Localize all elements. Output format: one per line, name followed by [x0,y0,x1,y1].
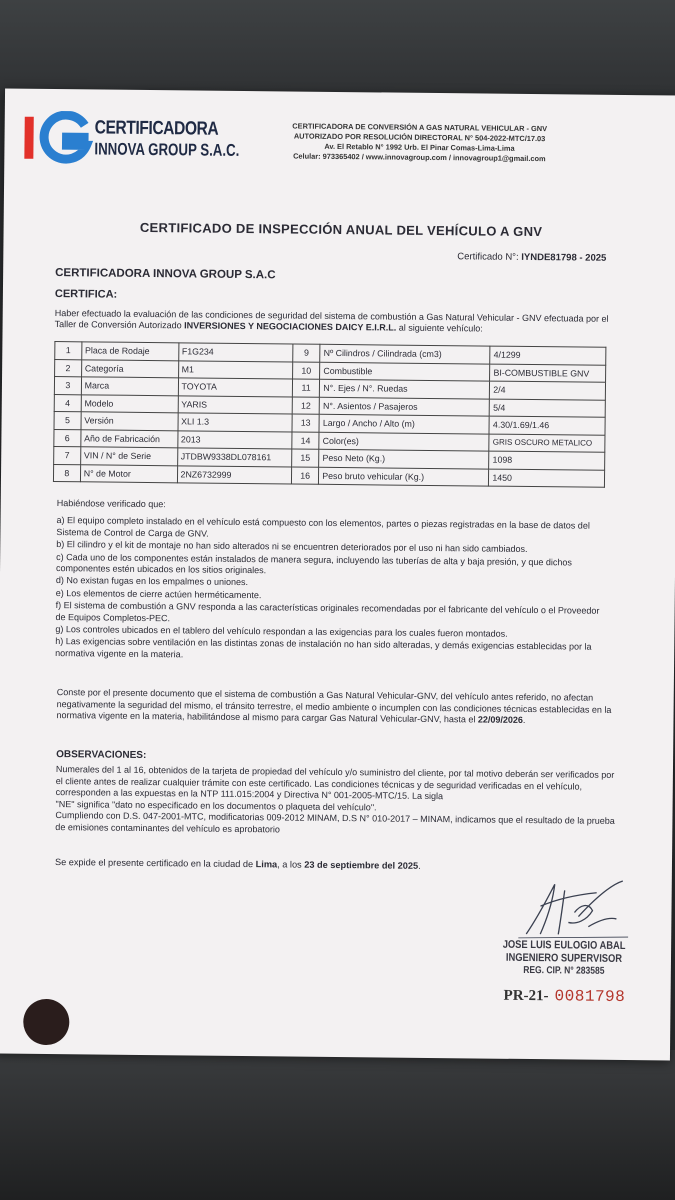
verification-item-e: e) Los elementos de cierre actúen herméticamente. [55,587,262,601]
ig-logo-icon [22,111,95,166]
issue-text: Se expide el presente certificado en la ciudad de [54,857,254,870]
row-number: 3 [54,377,81,395]
field-label: Peso bruto vehicular (Kg.) [319,467,489,486]
verification-item-g: g) Los controles ubicados en el tablero del vehículo respondan a las exigencias para los cuales fueron montados. [55,624,508,639]
intro-text: Haber efectuado la evaluación de las condiciones de seguridad del sistema de combustión a Gas Natural Vehicular - GNV efectuada por el Taller de Conversión Autorizado [54,308,609,331]
field-label: Categoría [81,359,178,378]
row-number: 2 [55,359,82,377]
serial-number [504,987,626,1006]
certificate-number-label: Certificado N°: [457,251,519,263]
row-number: 5 [54,412,81,430]
field-value: 1098 [489,451,605,470]
field-label: VIN / N° de Serie [80,447,177,466]
verification-intro: Habiéndose verificado que: [56,498,166,510]
row-number: 7 [54,447,81,465]
header-info [254,121,584,164]
signature-icon [518,876,629,942]
company-name: CERTIFICADORA INNOVA GROUP S.A.C [55,267,276,282]
verification-item-d: d) No existan fugas en los empalmes o uniones. [55,575,249,588]
certificate-number [457,251,606,264]
background-bottom [0,1050,675,1200]
logo-line-1: CERTIFICADORA [94,117,219,140]
conste-period: . [522,715,526,726]
field-value: 4.30/1.69/1.46 [489,416,605,435]
header-line-1: CERTIFICADORA DE CONVERSIÓN A GAS NATURAL VEHICULAR - GNV [292,121,548,134]
row-number: 1 [55,342,82,360]
field-label: Año de Fabricación [81,429,178,448]
logo-line-2: INNOVA GROUP S.A.C. [94,139,240,160]
serial-prefix: PR-21- [503,987,549,1005]
field-label: N° de Motor [80,464,177,483]
row-number: 14 [292,432,320,450]
field-value: 2NZ6732999 [177,465,292,484]
observations-heading: OBSERVACIONES: [56,749,147,762]
field-label: Largo / Ancho / Alto (m) [319,414,489,433]
signer-registration: REG. CIP. N° 283585 [523,964,605,977]
workshop-name: INVERSIONES Y NEGOCIACIONES DAICY E.I.R.L. [184,320,397,333]
background-top [0,0,675,100]
row-number: 12 [292,397,320,415]
verification-item-b: b) El cilindro y el kit de montaje no han sido alterados ni se encuentren deteriorados por el uso ni han sido cambiados. [56,539,528,555]
observations-text [55,764,616,839]
conste-text: Conste por el presente documento que el sistema de combustión a Gas Natural Vehicular-GNV, del vehículo antes referido, no afectan negativamente la seguridad del mismo, el tránsito terrestre, el medio ambiente o incumplen con las condiciones técnicas establecidas en la normativa vigente en la materia, habilitándose al mismo para cargar Gas Natural Vehicular-GNV, hasta el [56,687,612,725]
intro-paragraph [55,308,615,336]
issue-statement [55,857,615,873]
document-title: CERTIFICADO DE INSPECCIÓN ANUAL DEL VEHÍCULO A GNV [139,219,543,240]
row-number: 8 [53,464,80,482]
field-label: N°. Asientos / Pasajeros [319,397,489,416]
conste-paragraph [56,687,616,728]
field-value: 4/1299 [490,346,606,365]
row-number: 9 [293,344,321,362]
field-label: Placa de Rodaje [81,342,178,361]
row-number: 10 [292,362,320,380]
issue-city: Lima [255,859,278,870]
observation-1: Numerales del 1 al 16, obtenidos de la tarjeta de propiedad del vehículo y/o suministro del cliente, por tal motivo deberán ser verificados por el cliente antes de realizar cualquier trámite con este certificado. Las condiciones técnicas y de seguridad verificadas en el vehículo, corresponden a las expuestas en la NTP 111.015:2004 y Directiva N° 001-2005-MTC/15. La sigla [55,764,615,802]
certificate-document [0,88,675,1060]
field-label: Versión [81,412,178,431]
verification-list [55,498,612,666]
vehicle-data-table [53,341,606,488]
company-logo [22,111,240,167]
observation-3: Cumpliendo con D.S. 047-2001-MTC, modificatorias 009-2012 MINAM, D.S N° 010-2017 – MINAM, indicamos que el resultado de la prueba de emisiones contaminantes del vehículo es aprobatorio [55,810,615,835]
signer-role: INGENIERO SUPERVISOR [505,951,623,966]
issue-text-2: , a los [277,859,302,870]
certificate-number-value: IYNDE81798 - 2025 [521,251,607,264]
row-number: 6 [54,429,81,447]
field-label: Combustible [320,362,490,381]
header-line-4: Celular: 973365402 / www.innovagroup.com / innovagroup1@gmail.com [293,151,546,164]
field-label: Marca [81,377,178,396]
field-value: BI-COMBUSTIBLE GNV [490,364,606,383]
field-value: 5/4 [490,399,606,418]
valid-until-date: 22/09/2026 [477,714,523,726]
field-value: GRIS OSCURO METALICO [489,434,605,453]
verification-item-h: h) Las exigencias sobre ventilación en las distintas zonas de instalación no han sido alteradas, y demás exigencias establecidas por la normativa vigente en la materia. [55,636,592,660]
punch-hole [23,999,69,1045]
row-number: 16 [291,467,319,485]
field-value: 2/4 [490,381,606,400]
field-value: M1 [178,360,293,379]
verification-item-c: c) Cada uno de los componentes están instalados de manera segura, incluyendo las tuberías de alta y baja presión, y que dichos componentes estén ubicados en los sitios originales. [55,551,573,576]
row-number: 15 [292,449,320,467]
signer-block [496,939,632,978]
intro-end: al siguiente vehículo: [398,322,483,334]
field-value: TOYOTA [178,378,293,397]
field-label: Nº Cilindros / Cilindrada (cm3) [320,344,490,363]
field-value: F1G234 [178,343,293,362]
field-label: Peso Neto (Kg.) [319,449,489,468]
verification-item-a: a) El equipo completo instalado en el vehículo está compuesto con los elementos, partes o piezas registradas en la base de datos del Sistema de Control de Carga de GNV. [56,515,590,539]
field-value: YARIS [178,395,293,414]
serial-value: 0081798 [554,987,626,1007]
field-value: 2013 [177,430,292,449]
row-number: 4 [54,394,81,412]
header-line-3: Av. El Retablo N° 1992 Urb. El Pinar Comas-Lima-Lima [324,141,515,153]
issue-date: 23 de septiembre del 2025 [304,859,419,871]
field-label: Color(es) [319,432,489,451]
field-label: N°. Ejes / N°. Ruedas [320,379,490,398]
header-line-2: AUTORIZADO POR RESOLUCIÓN DIRECTORAL N° 504-2022-MTC/17.03 [293,131,546,144]
certifica-heading: CERTIFICA: [54,288,118,301]
row-number: 11 [292,379,320,397]
issue-period: . [418,860,421,871]
field-value: XLI 1.3 [178,413,293,432]
field-label: Modelo [81,394,178,413]
row-number: 13 [292,414,320,432]
verification-item-f: f) El sistema de combustión a GNV responda a las características originales recomendadas por el fabricante del vehículo o el Proveedor de Equipos Completos-PEC. [55,600,600,623]
observation-2: "NE" significa "dato no especificado en los documentos o plaqueta del vehículo". [55,798,377,813]
field-value: 1450 [489,469,605,488]
signer-name: JOSE LUIS EULOGIO ABAL [502,938,626,953]
field-value: JTDBW9338DL078161 [177,448,292,467]
